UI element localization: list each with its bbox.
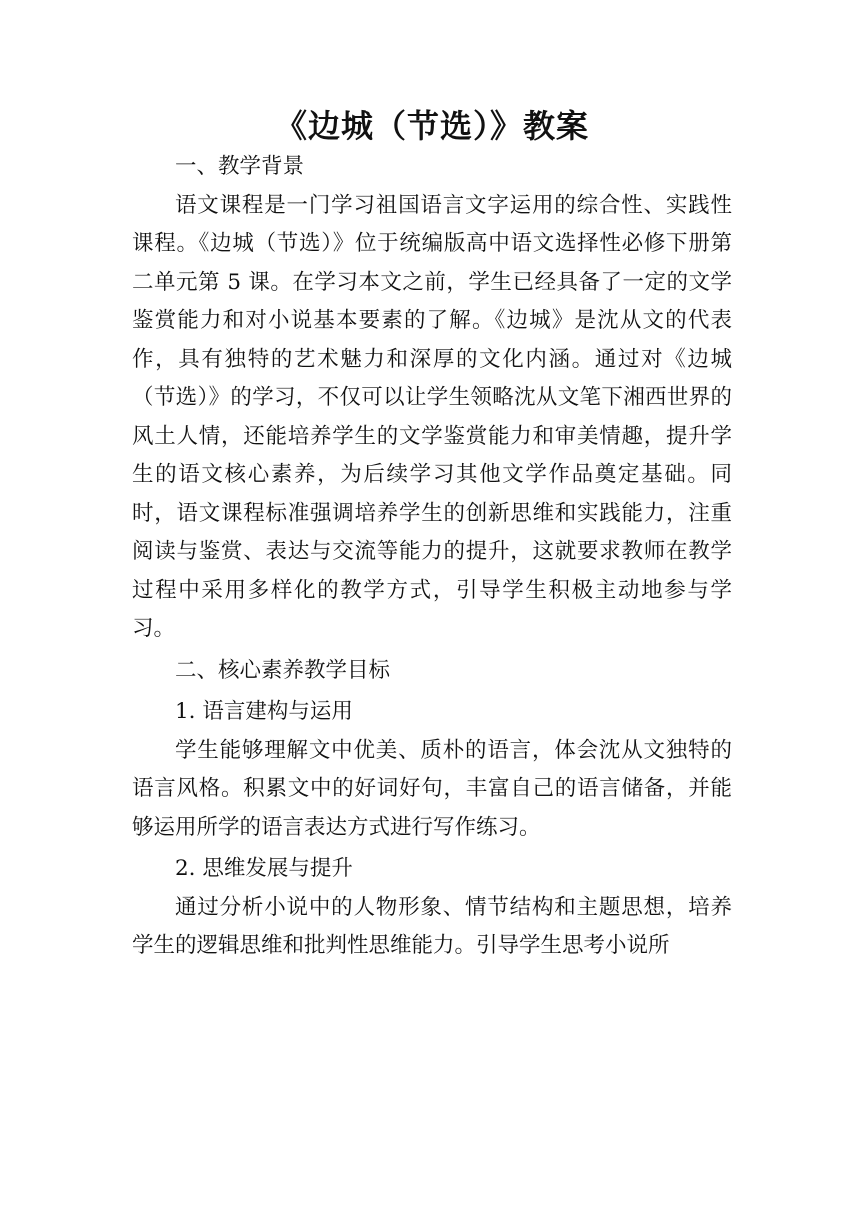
section-heading-core-goals: 二、核心素养教学目标	[175, 657, 391, 683]
section-heading-background: 一、教学背景	[175, 154, 305, 179]
document-body	[132, 104, 732, 966]
document-title: 《边城（节选）》教案	[274, 107, 589, 145]
subsection-heading-language: 1. 语言建构与运用	[175, 699, 353, 724]
subsection-heading-thinking: 2. 思维发展与提升	[175, 856, 353, 881]
subsection-paragraph-thinking: 通过分析小说中的人物形象、情节结构和主题思想，培养学生的逻辑思维和批判性思维能力。引导学生思考小说所	[132, 894, 732, 958]
subsection-paragraph-language: 学生能够理解文中优美、质朴的语言，体会沈从文独特的语言风格。积累文中的好词好句，丰富自己的语言储备，并能够运用所学的语言表达方式进行写作练习。	[132, 737, 732, 840]
section-paragraph-background: 语文课程是一门学习祖国语言文字运用的综合性、实践性课程。《边城（节选）》位于统编版高中语文选择性必修下册第二单元第 5 课。在学习本文之前，学生已经具备了一定的文学鉴赏能力和对小说基本要素的了解。《边城》是沈从文的代表作，具有独特的艺术魅力和深厚的文化内涵。通过对《边城（节选）》的学习，不仅可以让学生领略沈从文笔下湘西世界的风土人情，还能培养学生的文学鉴赏能力和审美情趣，提升学生的语文核心素养，为后续学习其他文学作品奠定基础。同时，语文课程标准强调培养学生的创新思维和实践能力，注重阅读与鉴赏、表达与交流等能力的提升，这就要求教师在教学过程中采用多样化的教学方式，引导学生积极主动地参与学习。	[132, 192, 732, 641]
